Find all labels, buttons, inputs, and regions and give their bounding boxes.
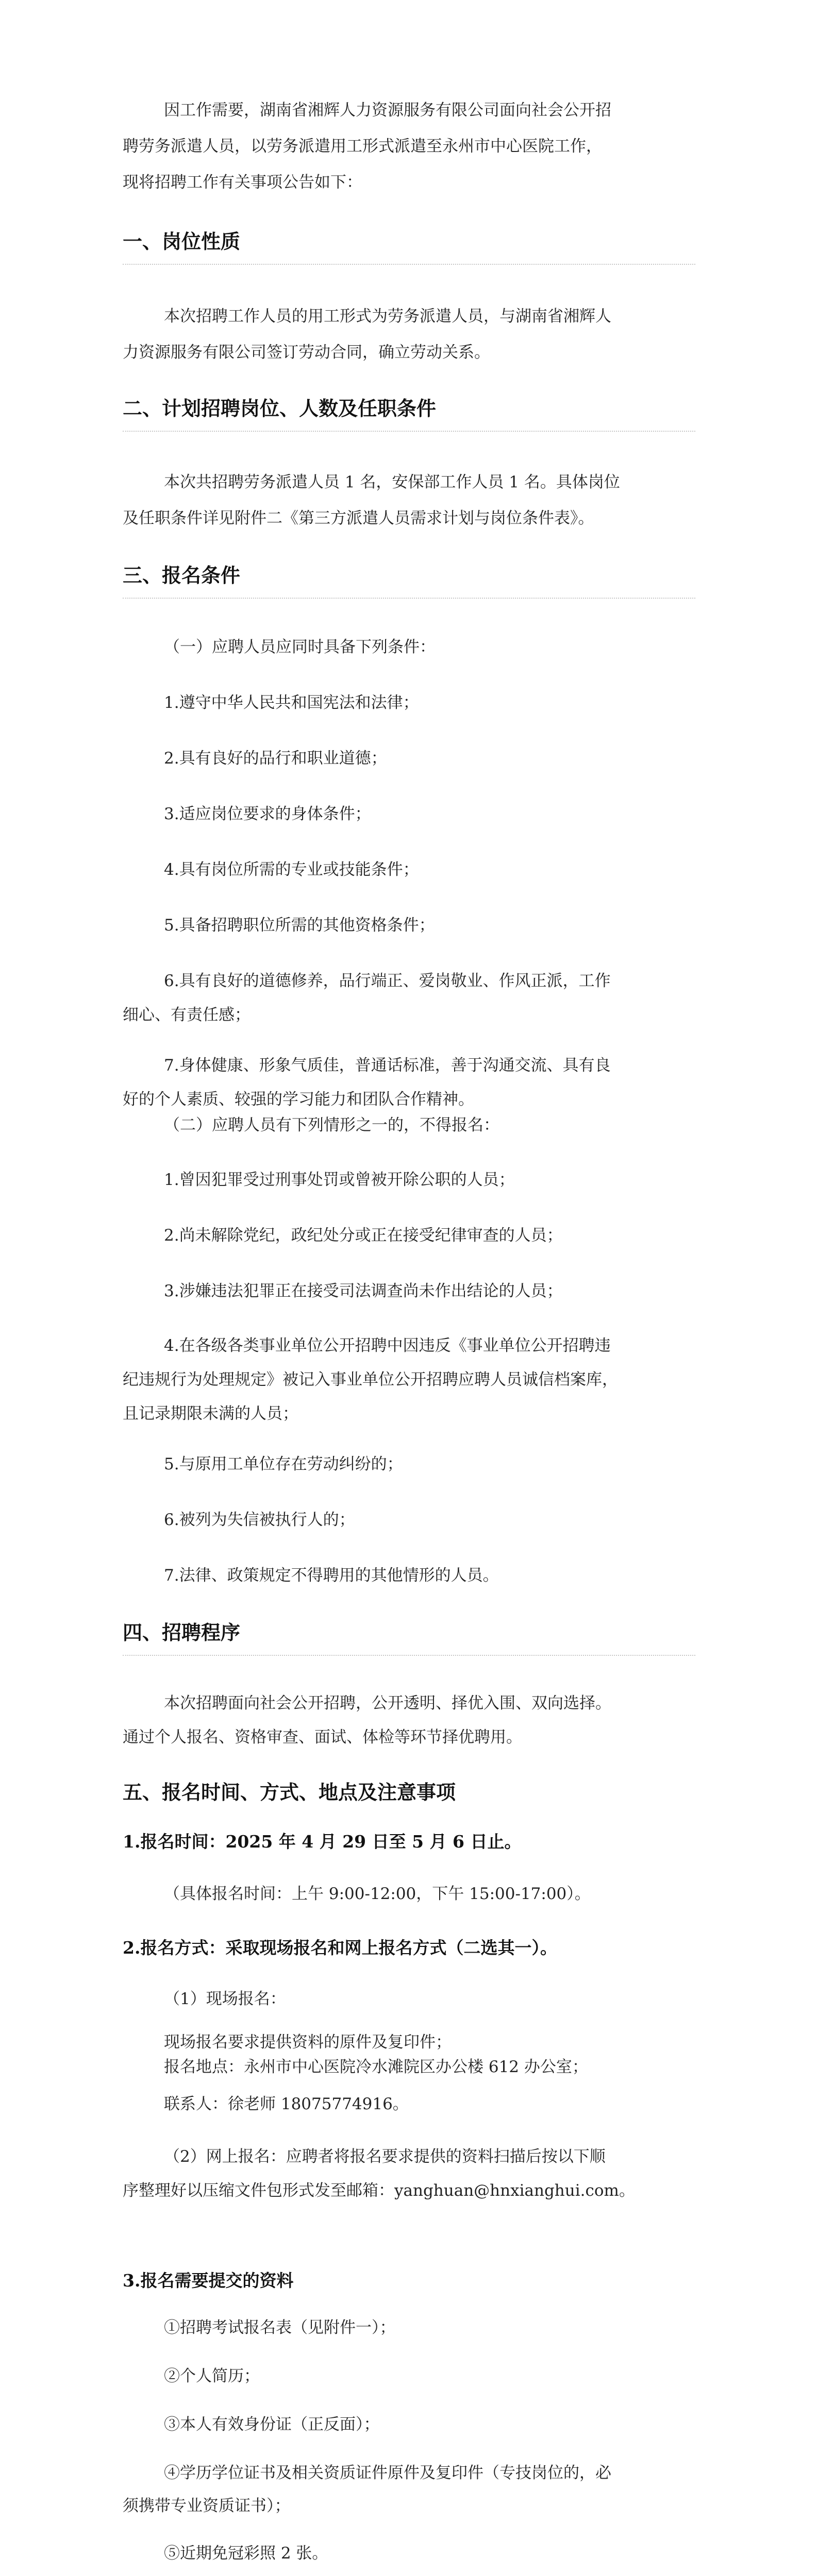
onsite-contact: 联系人：徐老师 18075774916。 bbox=[164, 2095, 409, 2113]
online-line-1: （2）网上报名：应聘者将报名要求提供的资料扫描后按以下顺 bbox=[164, 2147, 606, 2166]
intro-line-2: 聘劳务派遣人员，以劳务派遣用工形式派遣至永州市中心医院工作， bbox=[123, 137, 602, 156]
registration-time-label: 1.报名时间： bbox=[123, 1832, 226, 1852]
registration-time-value: 2025 年 4 月 29 日至 5 月 6 日止。 bbox=[225, 1832, 522, 1852]
section-1-divider bbox=[123, 264, 695, 265]
section-4-divider bbox=[123, 1655, 695, 1656]
condition-item: 1.遵守中华人民共和国宪法和法律； bbox=[164, 693, 419, 712]
condition-item: 6.具有良好的道德修养，品行端正、爱岗敬业、作风正派，工作 bbox=[164, 972, 611, 990]
condition-item-cont: 细心、有责任感； bbox=[123, 1006, 251, 1024]
section-3-title: 三、报名条件 bbox=[123, 564, 241, 587]
condition-item: 3.适应岗位要求的身体条件； bbox=[164, 805, 371, 823]
exclusion-item-cont: 且记录期限未满的人员； bbox=[123, 1404, 298, 1423]
exclusion-item: 6.被列为失信被执行人的； bbox=[164, 1511, 355, 1529]
material-item-cont: 须携带专业资质证书）； bbox=[123, 2497, 291, 2515]
intro-line-1: 因工作需要，湖南省湘辉人力资源服务有限公司面向社会公开招 bbox=[164, 101, 611, 120]
registration-time-detail: （具体报名时间：上午 9:00-12:00，下午 15:00-17:00）。 bbox=[164, 1885, 591, 1903]
condition-item: 2.具有良好的品行和职业道德； bbox=[164, 749, 387, 768]
exclusion-item: 7.法律、政策规定不得聘用的其他情形的人员。 bbox=[164, 1566, 499, 1585]
condition-item: 5.具备招聘职位所需的其他资格条件； bbox=[164, 916, 435, 935]
conditions-intro: （一）应聘人员应同时具备下列条件： bbox=[164, 638, 436, 656]
intro-line-3: 现将招聘工作有关事项公告如下： bbox=[123, 173, 362, 192]
material-item: ⑤近期免冠彩照 2 张。 bbox=[164, 2544, 328, 2563]
exclusion-item: 2.尚未解除党纪，政纪处分或正在接受纪律审查的人员； bbox=[164, 1226, 563, 1245]
exclusion-item: 3.涉嫌违法犯罪正在接受司法调查尚未作出结论的人员； bbox=[164, 1282, 563, 1300]
section-2-divider bbox=[123, 431, 695, 432]
section-4-title: 四、招聘程序 bbox=[123, 1621, 241, 1644]
online-line-2-text: 序整理好以压缩文件包形式发至邮箱： bbox=[123, 2181, 394, 2200]
section-4-line: 通过个人报名、资格审查、面试、体检等环节择优聘用。 bbox=[123, 1728, 522, 1747]
online-email-link[interactable]: yanghuan@hnxianghui.com bbox=[394, 2181, 619, 2200]
section-5-title: 五、报名时间、方式、地点及注意事项 bbox=[123, 1781, 456, 1804]
condition-item-cont: 好的个人素质、较强的学习能力和团队合作精神。 bbox=[123, 1090, 474, 1109]
section-2-title: 二、计划招聘岗位、人数及任职条件 bbox=[123, 397, 437, 420]
onsite-requirement: 现场报名要求提供资料的原件及复印件； bbox=[164, 2033, 452, 2052]
onsite-title: （1）现场报名： bbox=[164, 1990, 286, 2008]
section-2-line: 及任职条件详见附件二《第三方派遣人员需求计划与岗位条件表》。 bbox=[123, 509, 594, 528]
exclusion-item: 4.在各级各类事业单位公开招聘中因违反《事业单位公开招聘违 bbox=[164, 1336, 611, 1355]
onsite-address: 报名地点：永州市中心医院冷水滩院区办公楼 612 办公室； bbox=[164, 2058, 588, 2076]
exclusion-item-cont: 纪违规行为处理规定》被记入事业单位公开招聘应聘人员诚信档案库， bbox=[123, 1370, 618, 1389]
condition-item: 4.具有岗位所需的专业或技能条件； bbox=[164, 860, 419, 879]
section-4-line: 本次招聘面向社会公开招聘，公开透明、择优入围、双向选择。 bbox=[164, 1694, 611, 1713]
material-item: ③本人有效身份证（正反面）； bbox=[164, 2415, 380, 2434]
section-2-line: 本次共招聘劳务派遣人员 1 名，安保部工作人员 1 名。具体岗位 bbox=[164, 473, 620, 492]
section-3-divider bbox=[123, 598, 695, 599]
material-item: ④学历学位证书及相关资质证件原件及复印件（专技岗位的，必 bbox=[164, 2464, 611, 2482]
material-item: ①招聘考试报名表（见附件一）； bbox=[164, 2318, 396, 2337]
section-1-title: 一、岗位性质 bbox=[123, 230, 241, 253]
section-1-line: 本次招聘工作人员的用工形式为劳务派遣人员，与湖南省湘辉人 bbox=[164, 307, 611, 326]
materials-title: 3.报名需要提交的资料 bbox=[123, 2270, 294, 2291]
section-1-line: 力资源服务有限公司签订劳动合同，确立劳动关系。 bbox=[123, 343, 490, 362]
condition-item: 7.身体健康、形象气质佳，普通话标准，善于沟通交流、具有良 bbox=[164, 1056, 611, 1075]
registration-time bbox=[123, 1831, 522, 1853]
online-line-2 bbox=[123, 2180, 635, 2201]
material-item: ②个人简历； bbox=[164, 2367, 260, 2385]
exclusions-intro: （二）应聘人员有下列情形之一的，不得报名： bbox=[164, 1116, 499, 1134]
exclusion-item: 5.与原用工单位存在劳动纠纷的； bbox=[164, 1455, 403, 1473]
registration-method-title: 2.报名方式：采取现场报名和网上报名方式（二选其一）。 bbox=[123, 1938, 557, 1958]
online-line-2-end: 。 bbox=[619, 2181, 635, 2200]
exclusion-item: 1.曾因犯罪受过刑事处罚或曾被开除公职的人员； bbox=[164, 1171, 515, 1189]
